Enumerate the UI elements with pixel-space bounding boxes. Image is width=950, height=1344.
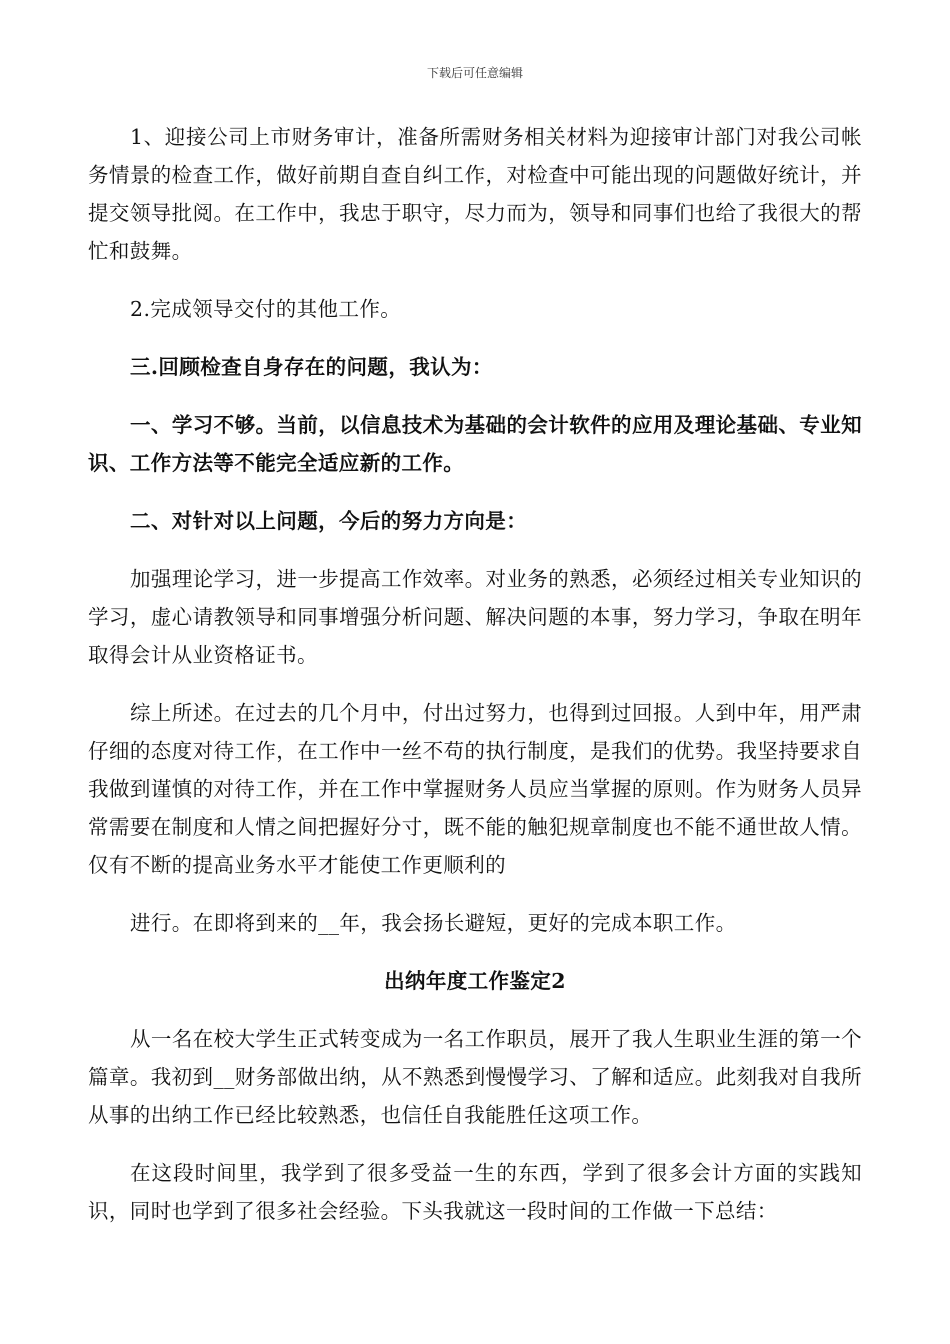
paragraph-career-start: 从一名在校大学生正式转变成为一名工作职员，展开了我人生职业生涯的第一个篇章。我初到__财务部做出纳，从不熟悉到慢慢学习、了解和适应。此刻我对自我所从事的出纳工作已经比较熟悉，也信任自我能胜任这项工作。 [88, 1027, 862, 1127]
paragraph-insufficient-study: 一、学习不够。当前，以信息技术为基础的会计软件的应用及理论基础、专业知识、工作方法等不能完全适应新的工作。 [88, 413, 862, 475]
section-heading-problems: 三.回顾检查自身存在的问题，我认为： [130, 355, 493, 379]
paragraph-summary: 综上所述。在过去的几个月中，付出过努力，也得到过回报。人到中年，用严肃仔细的态度对待工作，在工作中一丝不苟的执行制度，是我们的优势。我坚持要求自我做到谨慎的对待工作，并在工作中掌握财务人员应当掌握的原则。作为财务人员异常需要在制度和人情之间把握好分寸，既不能的触犯规章制度也不能不通世故人情。仅有不断的提高业务水平才能使工作更顺利的 [88, 701, 862, 877]
paragraph-audit: 1、迎接公司上市财务审计，准备所需财务相关材料为迎接审计部门对我公司帐务情景的检查工作，做好前期自查自纠工作，对检查中可能出现的问题做好统计，并提交领导批阅。在工作中，我忠于职守，尽力而为，领导和同事们也给了我很大的帮忙和鼓舞。 [88, 125, 862, 263]
paragraph-learning-summary: 在这段时间里，我学到了很多受益一生的东西，学到了很多会计方面的实践知识，同时也学到了很多社会经验。下头我就这一段时间的工作做一下总结： [88, 1161, 862, 1223]
document-body [88, 118, 862, 1230]
paragraph-strengthen-study: 加强理论学习，进一步提高工作效率。对业务的熟悉，必须经过相关专业知识的学习，虚心请教领导和同事增强分析问题、解决问题的本事，努力学习，争取在明年取得会计从业资格证书。 [88, 567, 862, 667]
section-title-2: 出纳年度工作鉴定2 [384, 969, 566, 993]
paragraph-continuation: 进行。在即将到来的__年，我会扬长避短，更好的完成本职工作。 [130, 911, 737, 935]
paragraph-direction-heading: 二、对针对以上问题，今后的努力方向是： [130, 509, 528, 533]
page-header: 下载后可任意编辑 [426, 66, 523, 80]
paragraph-other-work: 2.完成领导交付的其他工作。 [130, 297, 402, 321]
